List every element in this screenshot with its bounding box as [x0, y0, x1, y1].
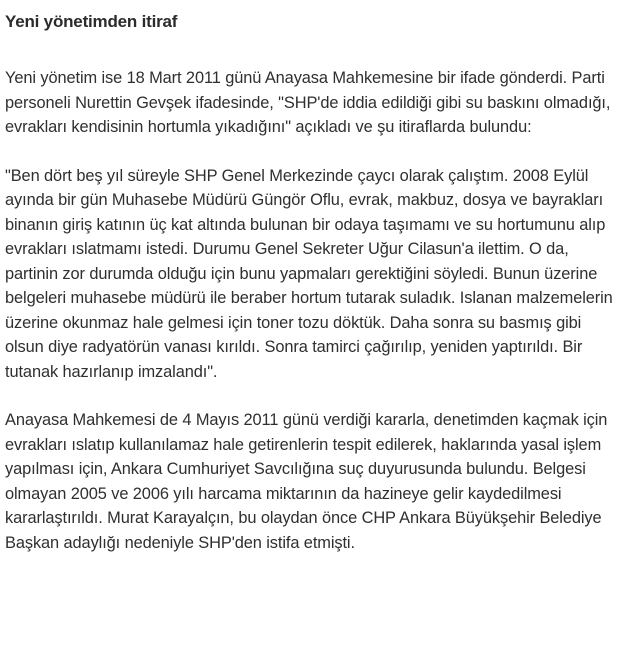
article — [5, 10, 617, 579]
article-paragraph-3: Anayasa Mahkemesi de 4 Mayıs 2011 günü verdiği kararla, denetimden kaçmak için evrakları ıslatıp kullanılamaz hale getirenlerin tespit edilerek, haklarında yasal işlem yapılması için, Ankara Cumhuriyet Savcılığına suç duyurusunda bulundu. Belgesi olmayan 2005 ve 2006 yılı harcama miktarının da hazineye gelir kaydedilmesi kararlaştırıldı. Murat Karayalçın, bu olaydan önce CHP Ankara Büyükşehir Belediye Başkan adaylığı nedeniyle SHP'den istifa etmişti. — [5, 411, 608, 552]
article-heading: Yeni yönetimden itiraf — [5, 12, 178, 31]
article-paragraph-quote: "Ben dört beş yıl süreyle SHP Genel Merkezinde çaycı olarak çalıştım. 2008 Eylül ayında bir gün Muhasebe Müdürü Güngör Oflu, evrak, makbuz, dosya ve bayrakları binanın giriş katının üç kat altında bulunan bir odaya taşımamı ve su hortumunu alıp evrakları ıslatmamı istedi. Durumu Genel Sekreter Uğur Cilasun'a ilettim. O da, partinin zor durumda olduğu için bunu yapmaları gerektiğini söyledi. Bunun üzerine belgeleri muhasebe müdürü ile beraber hortum tutarak suladık. Islanan malzemelerin üzerine okunmaz hale gelmesi için toner tozu döktük. Daha sonra su basmış gibi olsun diye radyatörün vanası kırıldı. Sonra tamirci çağırılıp, yeniden yaptırıldı. Bir tutanak hazırlanıp imzalandı". — [5, 166, 613, 381]
article-paragraph-1: Yeni yönetim ise 18 Mart 2011 günü Anayasa Mahkemesine bir ifade gönderdi. Parti personeli Nurettin Gevşek ifadesinde, "SHP'de iddia edildiği gibi su baskını olmadığı, evrakları kendisinin hortumla yıkadığını" açıkladı ve şu itiraflarda bulundu: — [5, 69, 611, 136]
